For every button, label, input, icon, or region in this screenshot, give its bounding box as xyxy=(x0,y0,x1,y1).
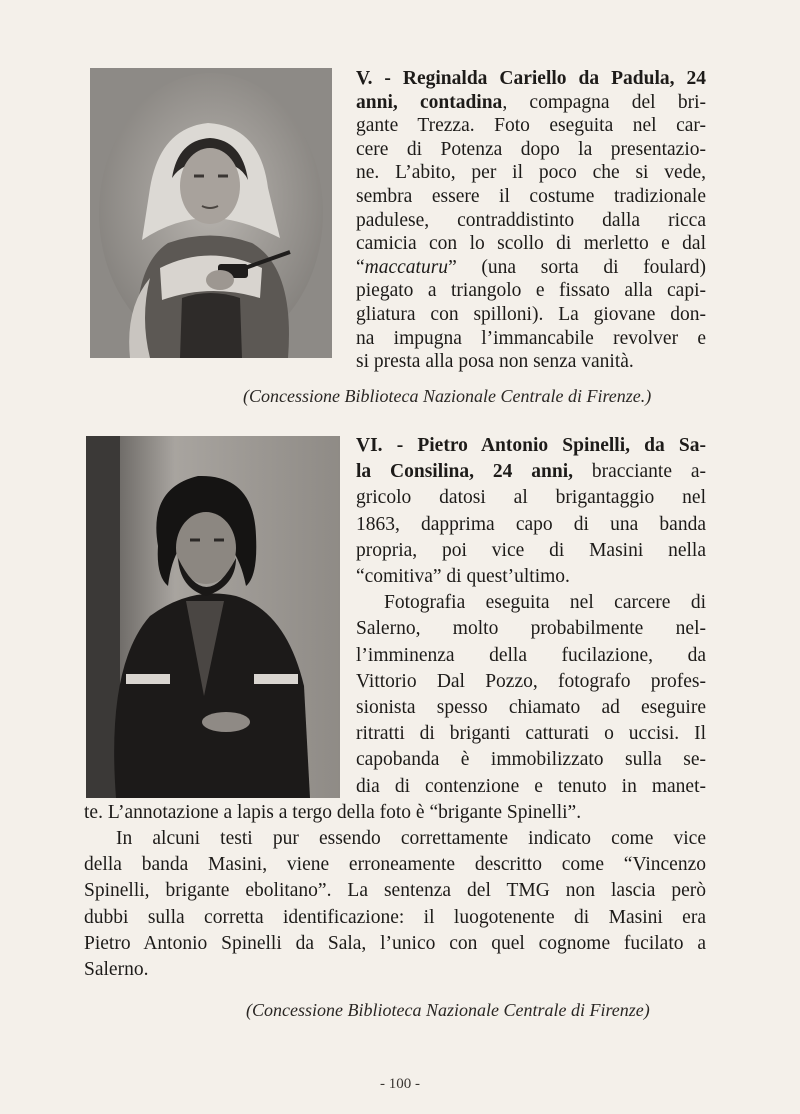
text-run: “comitiva” di quest’ultimo. xyxy=(356,566,570,587)
text-run: sionista spesso chiamato ad eseguire xyxy=(356,697,706,718)
text-run: l’imminenza della fucilazione, da xyxy=(356,644,706,666)
section-v-line xyxy=(356,302,706,328)
text-run: gliatura con spilloni). La giovane don- xyxy=(356,304,706,325)
text-run: ” (una sorta di foulard) xyxy=(448,256,706,278)
section-v-line xyxy=(356,137,706,163)
text-run: ne. L’abito, per il poco che si vede, xyxy=(356,162,706,184)
caption-vi: (Concessione Biblioteca Nazionale Centrale di Firenze) xyxy=(246,1000,650,1020)
section-vi-wide-line xyxy=(84,905,706,931)
text-run: “ xyxy=(356,256,365,278)
text-run: camicia con lo scollo di merletto e dal xyxy=(356,233,706,255)
section-v-line xyxy=(356,349,706,375)
section-vi-line xyxy=(356,538,706,564)
section-v-line xyxy=(356,160,706,186)
text-run: Vittorio Dal Pozzo, fotografo profes- xyxy=(356,670,706,692)
text-run: te. L’annotazione a lapis a tergo della foto è “brigante Spinelli”. xyxy=(84,801,582,823)
portrait-photo-spinelli xyxy=(86,436,340,798)
section-vi-line xyxy=(356,485,706,511)
text-run: propria, poi vice di Masini nella xyxy=(356,539,706,561)
section-vi-line xyxy=(384,590,706,616)
section-v-line xyxy=(356,113,706,139)
text-run: ritratti di briganti catturati o uccisi. Il xyxy=(356,723,706,745)
section-vi-line xyxy=(356,433,706,459)
text-run: si presta alla posa non senza vanità. xyxy=(356,351,634,373)
section-vi-line xyxy=(356,643,706,669)
text-run: VI. - Pietro Antonio Spinelli, da Sa- xyxy=(356,435,706,456)
text-run: anni, contadina xyxy=(356,91,503,113)
section-vi-wide-line xyxy=(84,852,706,878)
text-run: Salerno, molto probabilmente nel- xyxy=(356,618,706,640)
section-vi-line xyxy=(356,669,706,695)
section-v-line xyxy=(356,278,706,304)
section-vi-wide-line xyxy=(116,826,706,852)
section-v-line xyxy=(356,66,706,92)
section-vi-line xyxy=(356,695,706,721)
text-run: maccaturu xyxy=(364,256,449,278)
section-vi-line xyxy=(356,747,706,773)
text-run: bracciante a- xyxy=(573,461,706,483)
text-run: Pietro Antonio Spinelli da Sala, l’unico con quel cognome fucilato a xyxy=(84,932,706,954)
section-vi-line xyxy=(356,774,706,800)
section-vi-line xyxy=(356,512,706,538)
section-vi-wide-line xyxy=(84,957,706,983)
text-run: Spinelli, brigante ebolitano”. La sentenza del TMG non lascia però xyxy=(84,880,706,902)
section-vi-wide-line xyxy=(84,931,706,957)
section-vi-wide-line xyxy=(84,878,706,904)
text-run: sembra essere il costume tradizionale xyxy=(356,186,706,207)
section-v-line xyxy=(356,326,706,352)
text-run: V. - Reginalda Cariello da Padula, 24 xyxy=(356,68,706,89)
section-vi-line xyxy=(356,564,706,590)
section-v-line xyxy=(356,208,706,234)
text-run: gante Trezza. Foto eseguita nel car- xyxy=(356,115,706,137)
text-run: capobanda è immobilizzato sulla se- xyxy=(356,749,706,771)
text-run: piegato a triangolo e fissato alla capi- xyxy=(356,280,706,302)
text-run: della banda Masini, viene erroneamente descritto come “Vincenzo xyxy=(84,854,706,876)
text-run: dia di contenzione e tenuto in manet- xyxy=(356,775,706,797)
section-v-line xyxy=(356,184,706,210)
section-v-line xyxy=(356,90,706,116)
section-v-line xyxy=(356,255,706,281)
text-run: la Consilina, 24 anni, xyxy=(356,461,573,483)
caption-v: (Concessione Biblioteca Nazionale Centrale di Firenze.) xyxy=(243,386,652,406)
portrait-photo-reginalda xyxy=(90,68,332,358)
section-vi-line xyxy=(356,459,706,485)
text-run: , compagna del bri- xyxy=(502,91,706,113)
text-run: 1863, dapprima capo di una banda xyxy=(356,513,706,535)
section-vi-wide-line xyxy=(84,800,706,826)
text-run: Fotografia eseguita nel carcere di xyxy=(384,592,706,614)
section-v-line xyxy=(356,231,706,257)
text-run: na impugna l’immancabile revolver e xyxy=(356,327,706,349)
page-number: - 100 - xyxy=(380,1076,420,1092)
section-vi-line xyxy=(356,721,706,747)
text-run: In alcuni testi pur essendo correttamente indicato come vice xyxy=(116,828,706,849)
text-run: Salerno. xyxy=(84,959,149,980)
text-run: cere di Potenza dopo la presentazio- xyxy=(356,138,706,160)
section-vi-line xyxy=(356,616,706,642)
text-run: gricolo datosi al brigantaggio nel xyxy=(356,487,706,509)
text-run: dubbi sulla corretta identificazione: il luogotenente di Masini era xyxy=(84,906,706,928)
text-run: padulese, contraddistinto dalla ricca xyxy=(356,209,706,231)
